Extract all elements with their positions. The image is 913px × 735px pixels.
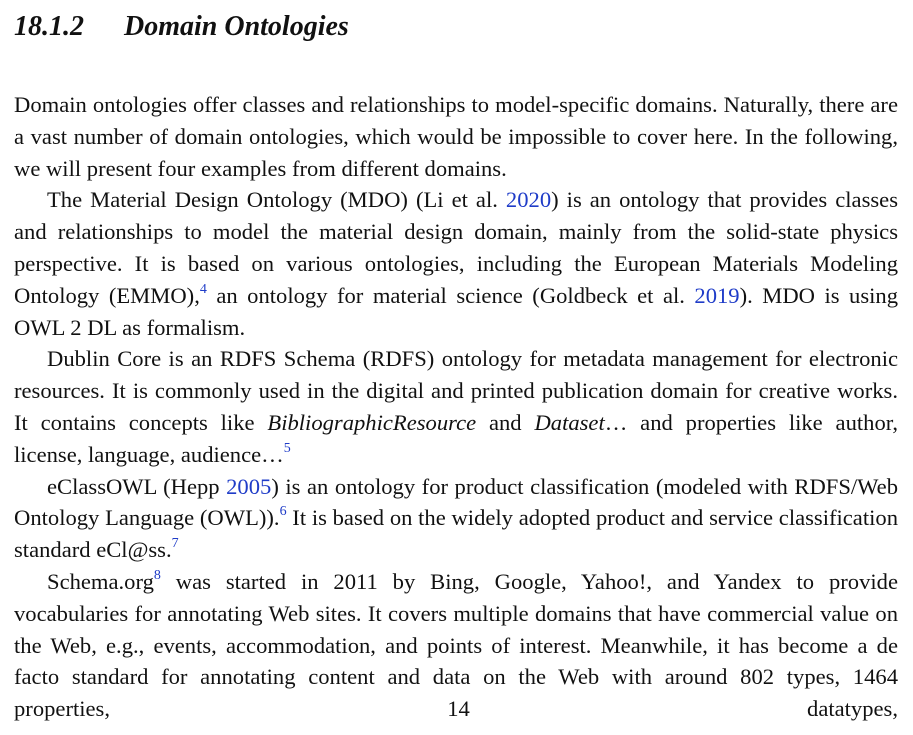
section-heading (14, 10, 349, 44)
emphasis-term: BibliographicResource (267, 409, 477, 435)
text-run: an ontology for material science (Goldbeck et al. (206, 282, 695, 308)
section-number: 18.1.2 (14, 11, 84, 42)
paragraph-dublin-core (14, 343, 898, 470)
text-run: was started in 2011 by Bing, Google, Yahoo!, and Yandex to provide vocabularies for annotating Web sites. It covers multiple domains that have commercial value on the Web, e.g., events, accommodation, and points of interest. Meanwhile, it has become a de facto standard for annotating content and data on the Web with around 802 types, 1464 properties, 14 datatypes, (14, 568, 898, 722)
text-run: It is based on the widely adopted product and service classification standard eCl@ss. (14, 505, 898, 563)
text-run: Dublin Core is an RDFS Schema (RDFS) ontology for metadata management for electronic resources. It is commonly used in the digital and printed publication domain for creative works. It contains concepts like (14, 346, 898, 435)
footnote-link-8[interactable]: 8 (153, 567, 161, 583)
citation-link-li-2020[interactable]: 2020 (505, 187, 552, 213)
footnote-link-6[interactable]: 6 (279, 504, 287, 520)
text-run: eClassOWL (Hepp (47, 473, 227, 499)
citation-link-goldbeck-2019[interactable]: 2019 (694, 282, 740, 308)
citation-link-hepp-2005[interactable]: 2005 (226, 473, 272, 499)
paragraph-schema-org (14, 566, 898, 725)
text-run: and (476, 409, 535, 435)
emphasis-term: Dataset (534, 409, 605, 435)
text-run: Schema.org (47, 568, 154, 594)
footnote-link-7[interactable]: 7 (171, 536, 179, 552)
paragraph-intro (14, 89, 898, 184)
section-title: Domain Ontologies (124, 11, 349, 42)
text-run: ) is an ontology that provides classes and relationships to model the material design domain, mainly from the solid-state physics perspective. It is based on various ontologies, including the European Materials Modeling Ontology (EMMO), (14, 187, 898, 308)
paragraph-intro-text: Domain ontologies offer classes and relationships to model-specific domains. Naturally, there are a vast number of domain ontologies, which would be impossible to cover here. In the following, we will present four examples from different domains. (14, 92, 898, 181)
text-run: … and properties like author, license, language, audience… (14, 409, 899, 467)
footnote-link-4[interactable]: 4 (199, 281, 207, 297)
text-run: The Material Design Ontology (MDO) (Li et al. (47, 187, 506, 213)
paragraph-eclassowl (14, 471, 898, 566)
paragraph-mdo (14, 184, 898, 343)
body-text (14, 89, 898, 725)
text-run: ). MDO is using OWL 2 DL as formalism. (14, 282, 898, 340)
text-run: ) is an ontology for product classification (modeled with RDFS/Web Ontology Language (OWL)). (14, 473, 899, 531)
footnote-link-5[interactable]: 5 (283, 440, 291, 456)
